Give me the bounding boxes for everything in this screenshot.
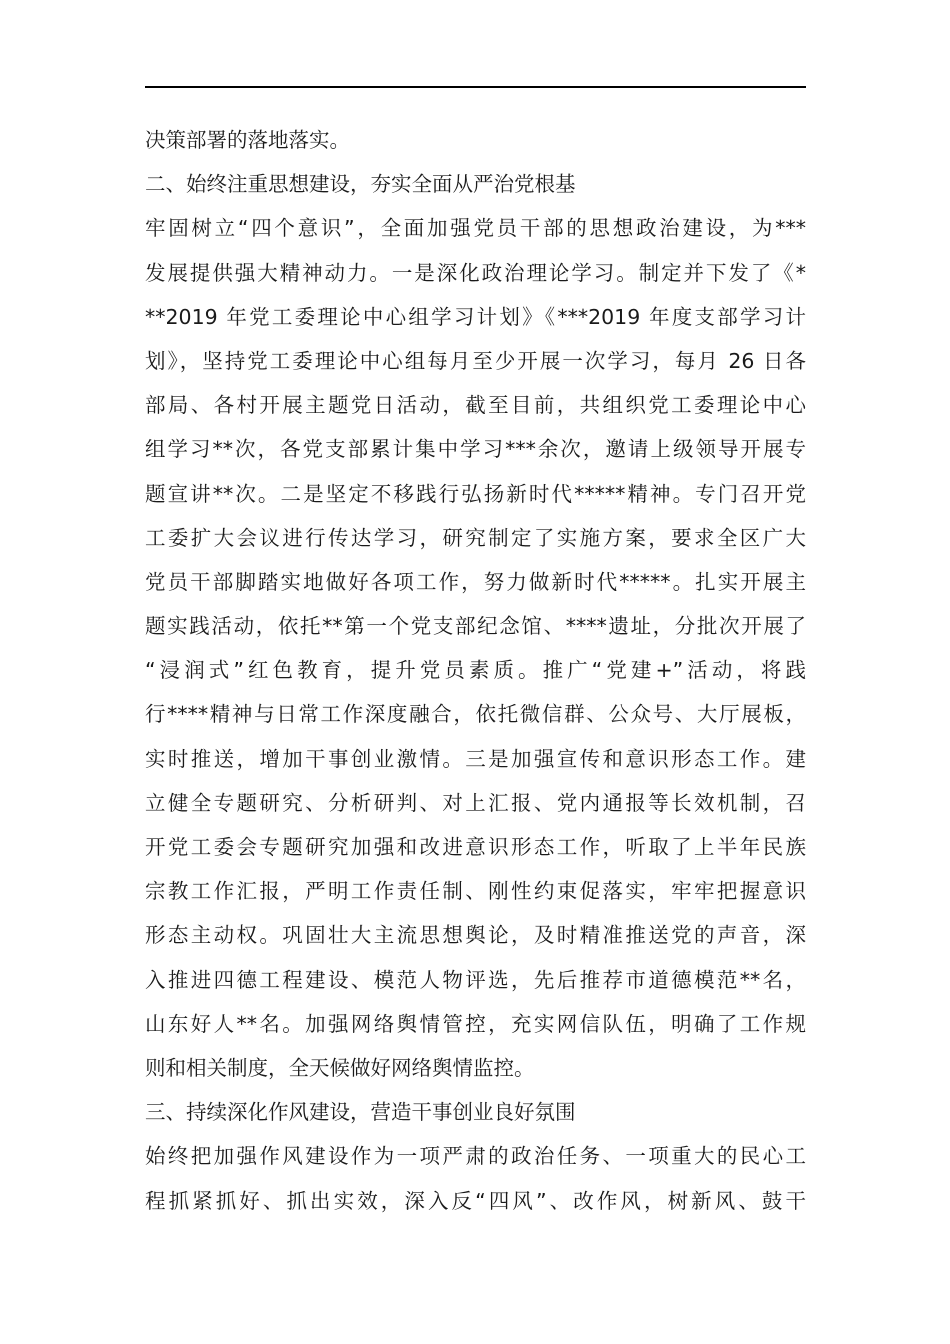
text-line: 程抓紧抓好、抓出实效，深入反“四风”、改作风，树新风、鼓干 (145, 1188, 806, 1213)
text-line: 开党工委会专题研究加强和改进意识形态工作，听取了上半年民族 (145, 835, 806, 859)
text-line: 题宣讲**次。二是坚定不移践行弘扬新时代*****精神。专门召开党 (145, 481, 806, 506)
text-line: 牢固树立“四个意识”，全面加强党员干部的思想政治建设，为*** (145, 216, 806, 241)
text-line: 实时推送，增加干事创业激情。三是加强宣传和意识形态工作。建 (145, 746, 806, 771)
text-line: “浸润式”红色教育，提升党员素质。推广“党建+”活动，将践 (145, 658, 806, 683)
header-rule (145, 86, 806, 88)
text-line: 山东好人**名。加强网络舆情管控，充实网信队伍，明确了工作规 (145, 1011, 806, 1036)
text-line: 入推进四德工程建设、模范人物评选，先后推荐市道德模范**名， (145, 967, 806, 992)
text-line: 决策部署的落地落实。 (145, 128, 350, 152)
text-line: 党员干部脚踏实地做好各项工作，努力做新时代*****。扎实开展主 (145, 569, 806, 594)
text-line: 形态主动权。巩固壮大主流思想舆论，及时精准推送党的声音，深 (145, 923, 806, 948)
text-line: 组学习**次，各党支部累计集中学习***余次，邀请上级领导开展专 (145, 437, 806, 462)
text-line: 始终把加强作风建设作为一项严肃的政治任务、一项重大的民心工 (145, 1144, 806, 1169)
text-line: **2019 年党工委理论中心组学习计划》《***2019 年度支部学习计 (145, 304, 806, 329)
text-line: 题实践活动，依托**第一个党支部纪念馆、****遗址，分批次开展了 (145, 614, 806, 639)
section-heading: 二、始终注重思想建设，夯实全面从严治党根基 (145, 172, 576, 197)
document-body (145, 118, 806, 1223)
text-line: 则和相关制度，全天候做好网络舆情监控。 (145, 1055, 535, 1080)
text-line: 行****精神与日常工作深度融合，依托微信群、公众号、大厅展板， (145, 702, 806, 727)
text-line: 部局、各村开展主题党日活动，截至目前，共组织党工委理论中心 (145, 393, 806, 418)
text-line: 发展提供强大精神动力。一是深化政治理论学习。制定并下发了《* (145, 260, 806, 285)
text-line: 工委扩大会议进行传达学习，研究制定了实施方案，要求全区广大 (145, 525, 806, 550)
text-line: 宗教工作汇报，严明工作责任制、刚性约束促落实，牢牢把握意识 (145, 879, 806, 904)
text-line: 划》，坚持党工委理论中心组每月至少开展一次学习，每月 26 日各 (145, 348, 806, 373)
section-heading: 三、持续深化作风建设，营造干事创业良好氛围 (145, 1100, 576, 1125)
text-line: 立健全专题研究、分析研判、对上汇报、党内通报等长效机制，召 (145, 790, 806, 815)
